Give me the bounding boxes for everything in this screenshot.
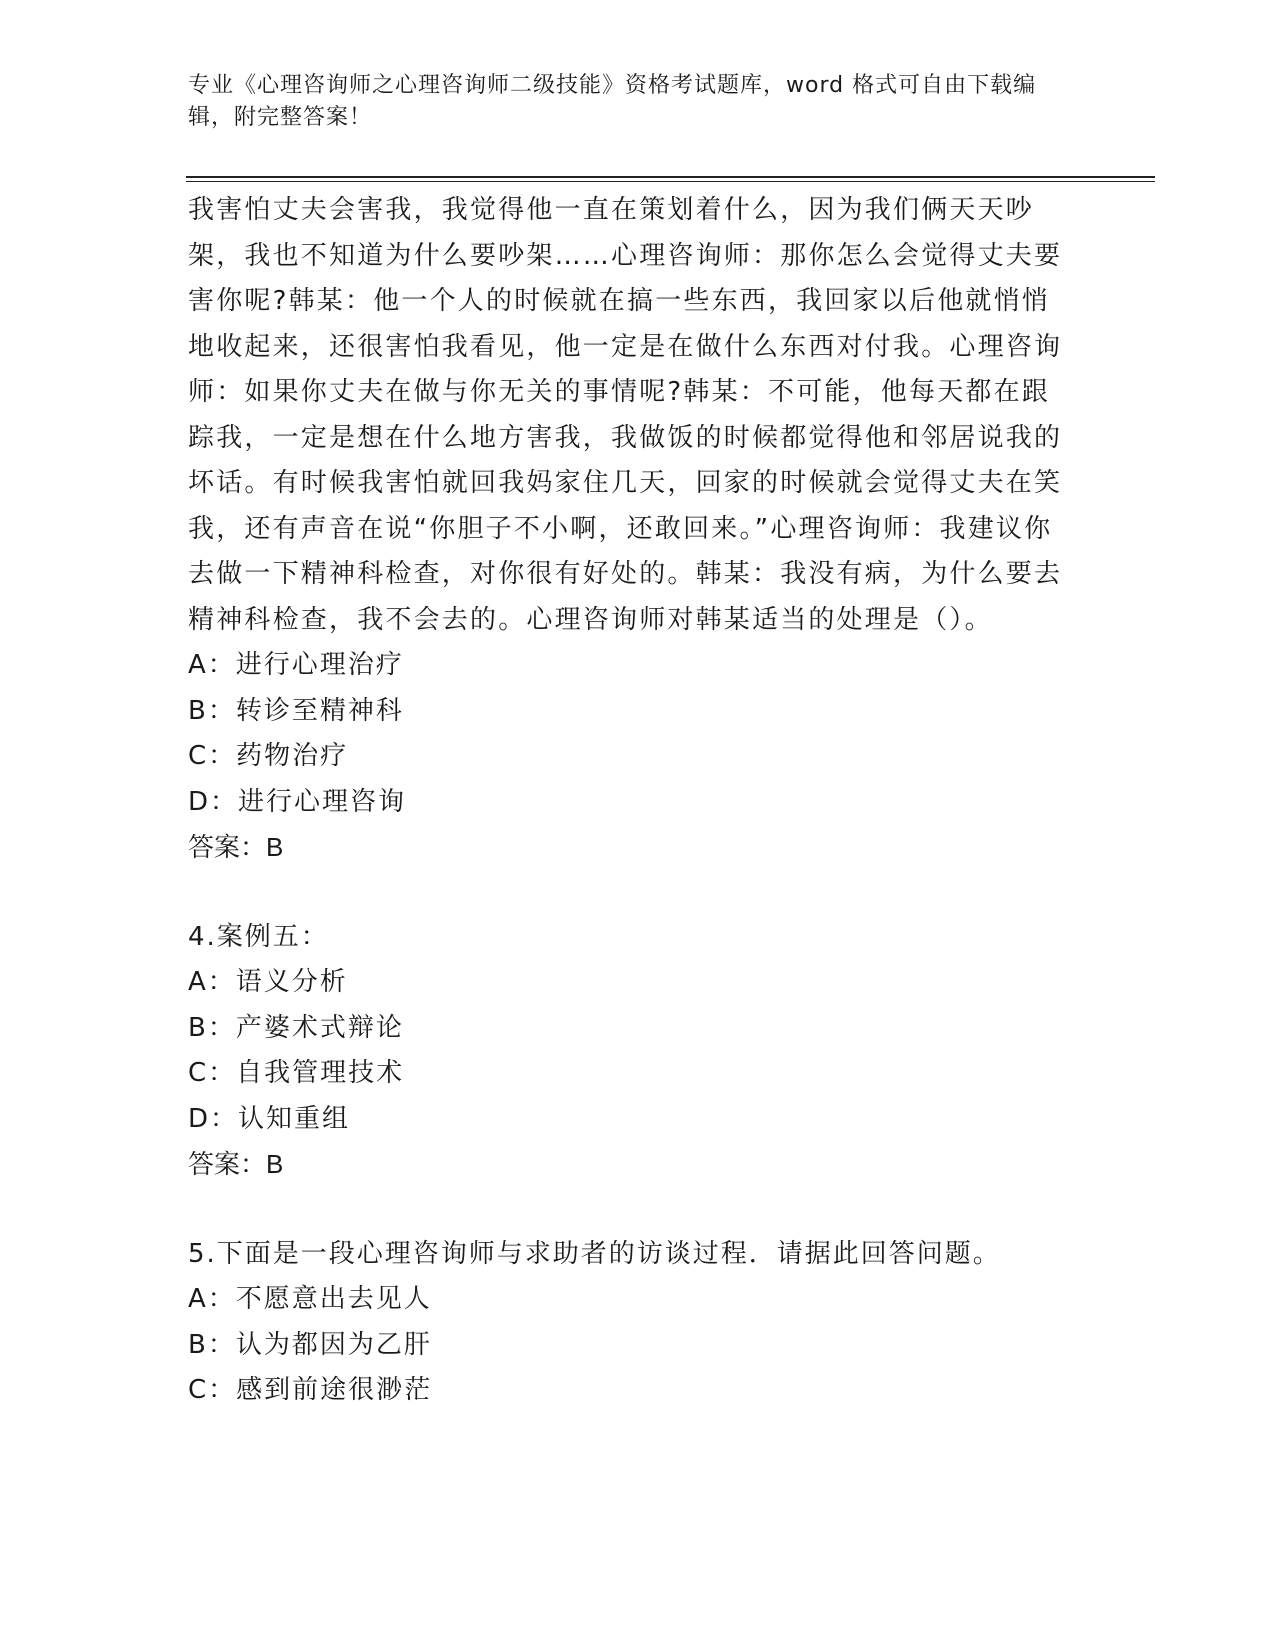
option-b: B：转诊至精神科 <box>188 695 404 726</box>
answer-line: 答案：B <box>188 1149 284 1179</box>
question-3 <box>188 188 1078 871</box>
header-rule-thick <box>186 176 1155 178</box>
answer-line: 答案：B <box>188 832 284 862</box>
question-4 <box>188 915 1078 1188</box>
question-title: 5.下面是一段心理咨询师与求助者的访谈过程．请据此回答问题。 <box>188 1238 1001 1269</box>
option-c: C：感到前途很渺茫 <box>188 1375 433 1405</box>
document-header <box>188 70 1068 134</box>
header-text: 专业《心理咨询师之心理咨询师二级技能》资格考试题库，word 格式可自由下载编辑，附完整答案！ <box>188 73 1037 130</box>
option-a: A：进行心理治疗 <box>188 650 404 680</box>
question-stem: 我害怕丈夫会害我，我觉得他一直在策划着什么，因为我们俩天天吵架，我也不知道为什么要吵架……心理咨询师：那你怎么会觉得丈夫要害你呢?韩某：他一个人的时候就在搞一些东西，我回家以后他就悄悄地收起来，还很害怕我看见，他一定是在做什么东西对付我。心理咨询师：如果你丈夫在做与你无关的事情呢?韩某：不可能，他每天都在跟踪我，一定是想在什么地方害我，我做饭的时候都觉得他和邻居说我的坏话。有时候我害怕就回我妈家住几天，回家的时候就会觉得丈夫在笑我，还有声音在说“你胆子不小啊，还敢回来。”心理咨询师：我建议你去做一下精神科检查，对你很有好处的。韩某：我没有病，为什么要去精神科检查，我不会去的。心理咨询师对韩某适当的处理是（）。 <box>188 195 1063 635</box>
option-b: B：产婆术式辩论 <box>188 1012 404 1043</box>
option-a: A：语义分析 <box>188 967 348 997</box>
header-rule-thin <box>186 181 1155 182</box>
option-b: B：认为都因为乙肝 <box>188 1329 432 1360</box>
option-d: D：认知重组 <box>188 1103 351 1134</box>
spacer <box>188 1188 1078 1232</box>
document-body <box>188 188 1078 1414</box>
option-c: C：药物治疗 <box>188 741 349 771</box>
option-d: D：进行心理咨询 <box>188 786 407 817</box>
option-a: A：不愿意出去见人 <box>188 1284 432 1314</box>
question-title: 4.案例五： <box>188 921 329 952</box>
question-5 <box>188 1232 1078 1414</box>
option-c: C：自我管理技术 <box>188 1058 405 1088</box>
spacer <box>188 871 1078 915</box>
